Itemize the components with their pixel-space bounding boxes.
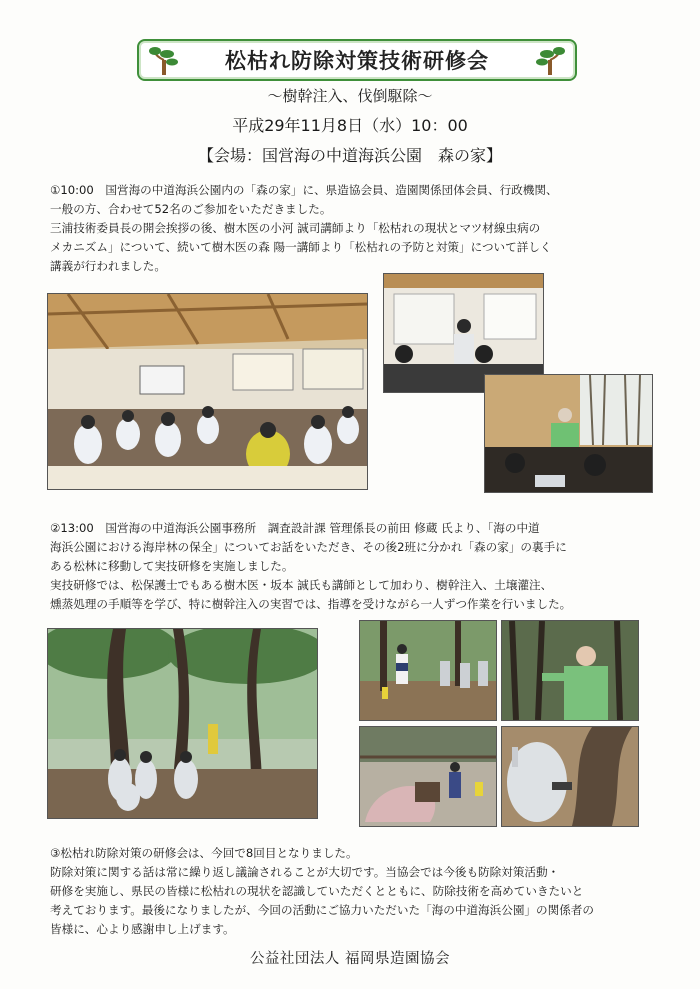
photo-pine-forest-group (47, 628, 318, 819)
section-3-text: ③松枯れ防除対策の研修会は、今回で8回目となりました。 防除対策に関する話は常に繰り返し議論されることが大切です。当協会では今後も防除対策活動・ 研修を実施し、県民の皆様に松枯れの現状を認識していただくとともに、防除技術を高めていきたいと 考えております。最後になりましたが、今回の活動にご協力いただいた「海の中道海浜公園」の関係者の 皆様に、心より感謝申し上げます。 (50, 846, 594, 936)
title-box (137, 39, 577, 81)
subtitle: ～樹幹注入、伐倒駆除～ (267, 87, 433, 105)
photo-lecturer-2 (484, 374, 653, 493)
event-date: 平成29年11月8日（水）10：00 (232, 116, 468, 135)
section-2-text: ②13:00 国営海の中道海浜公園事務所 調査設計課 管理係長の前田 修蔵 氏より、「海の中道 海浜公園における海岸林の保全」についてお話をいただき、その後2班に分かれ「森の家」の裏手に ある松林に移動して実技研修を実施しました。 実技研修では、松保護士でもある樹木医・坂本 誠氏も講師として加わり、樹幹注入、土壌灌注、 燻蒸処理の手順等を学び、特に樹幹注入の実習では、指導を受けながら一人ずつ作業を行いました。 (50, 521, 572, 611)
photo-lecture-hall (47, 293, 368, 490)
pine-tree-icon (149, 44, 179, 76)
photo-demonstration (359, 620, 497, 721)
photo-trunk-injection (501, 726, 639, 827)
page-title: 松枯れ防除対策技術研修会 (225, 49, 489, 73)
section-1-text: ①10:00 国営海の中道海浜公園内の「森の家」に、県造協会員、造園関係団体会員、行政機関、 一般の方、合わせて52名のご参加をいただきました。 三浦技術委員長の開会挨拶の後、樹木医の小河 誠司講師より「松枯れの現状とマツ材線虫病の メカニズム」について、続いて樹木医の森 陽一講師より「松枯れの予防と対策」について詳しく 講義が行われました。 (50, 183, 558, 273)
photo-instructor (501, 620, 639, 721)
photo-fumigation (359, 726, 497, 827)
pine-tree-icon (535, 44, 565, 76)
organization-name: 公益社団法人 福岡県造園協会 (249, 951, 451, 967)
event-venue: 【会場：国営海の中道海浜公園 森の家】 (197, 146, 502, 165)
